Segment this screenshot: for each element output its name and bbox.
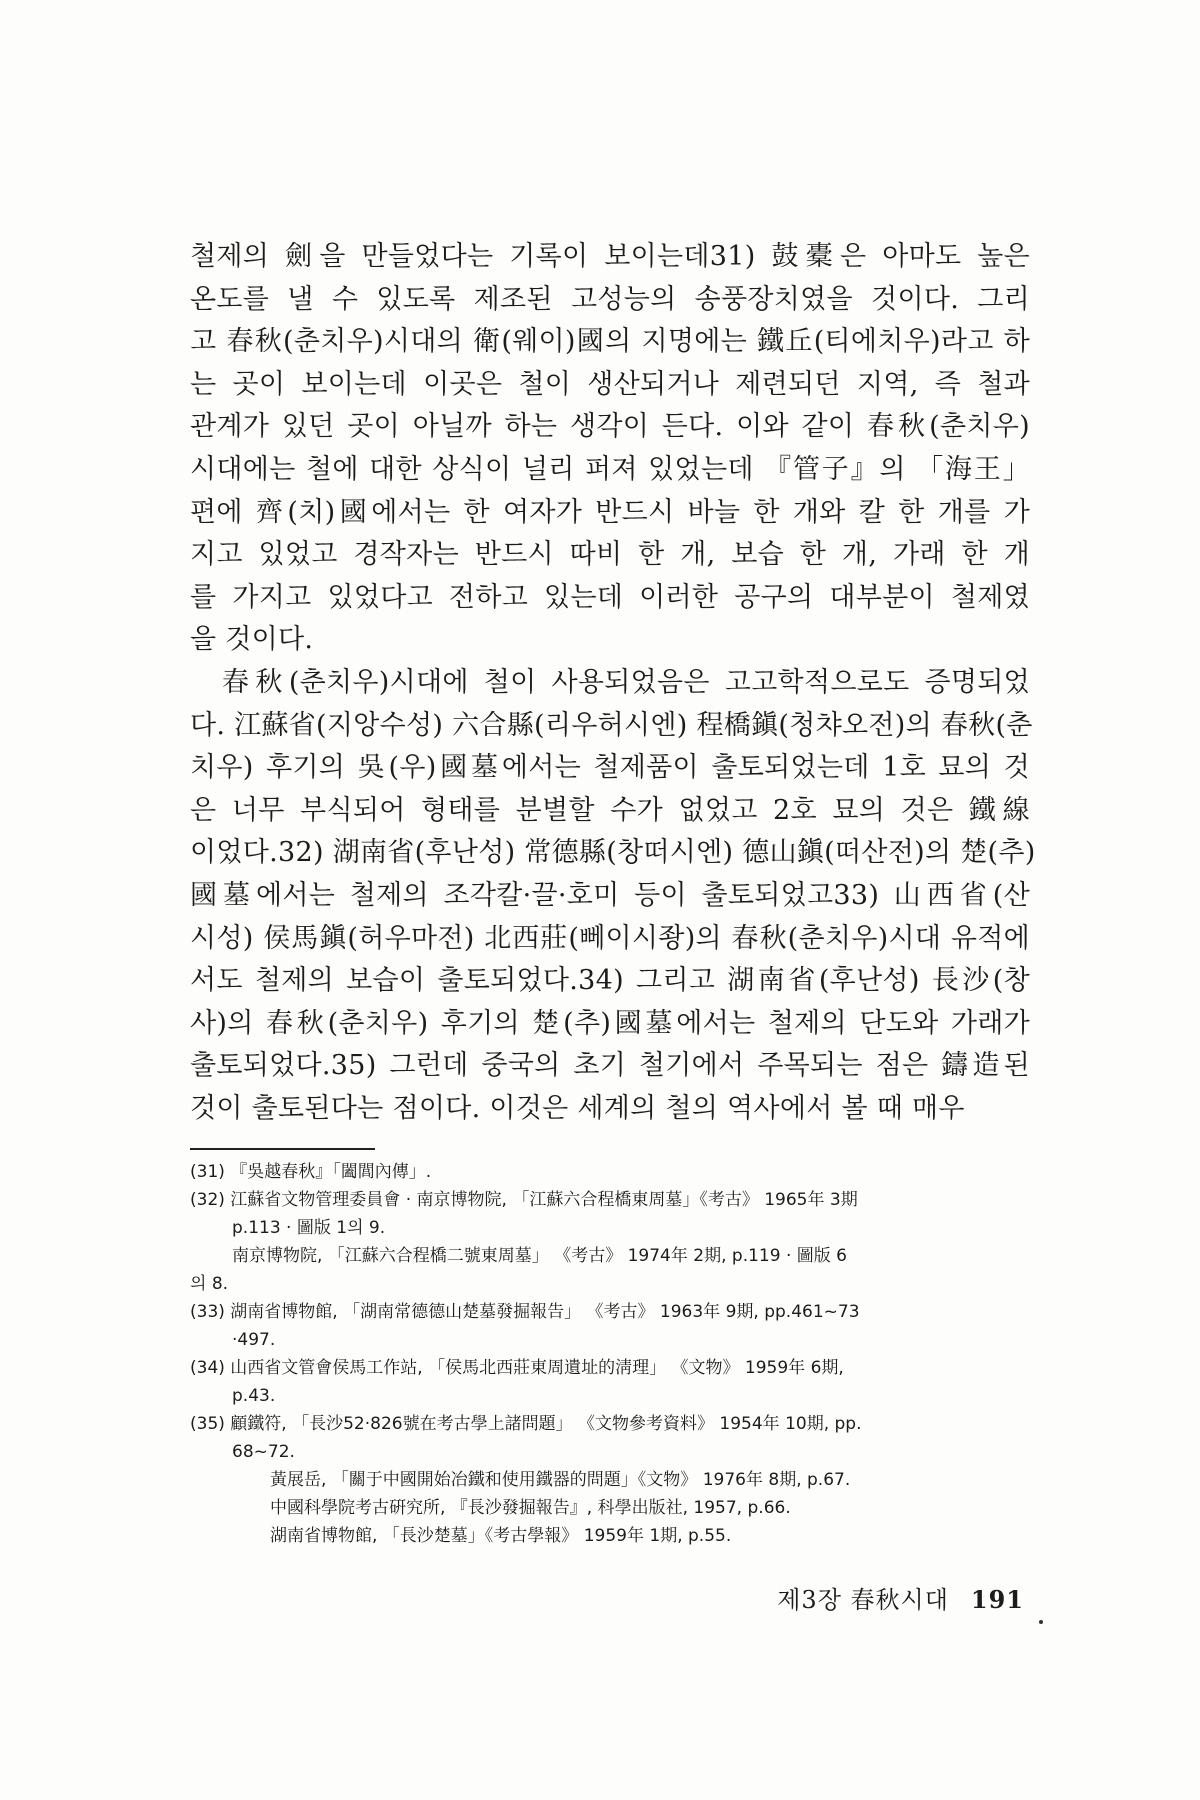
text-line: 이었다.32) 湖南省(후난성) 常德縣(창떠시엔) 德山鎭(떠산전)의 楚(추): [190, 837, 1036, 869]
running-footer: [777, 1580, 1024, 1615]
text-line: 지고 있었고 경작자는 반드시 따비 한 개, 보습 한 개, 가래 한 개: [190, 539, 1030, 571]
print-speck: [1039, 1620, 1043, 1624]
footnote-line: (31) 『吳越春秋』「闔閭內傳」.: [190, 1162, 432, 1182]
text-line: 고 春秋(춘치우)시대의 衛(웨이)國의 지명에는 鐵丘(티에치우)라고 하: [190, 326, 1030, 358]
footnote-line: (34) 山西省文管會侯馬工作站, 「侯馬北西莊東周遺址的淸理」 《文物》 1959年 6期,: [190, 1358, 844, 1378]
footnote-line: (32) 江蘇省文物管理委員會 · 南京博物院, 「江蘇六合程橋東周墓」《考古》 1965年 3期: [190, 1190, 858, 1210]
footnotes: [190, 1158, 1030, 1550]
paragraph: [190, 236, 1030, 662]
footnote-line: p.113 · 圖版 1의 9.: [232, 1218, 386, 1238]
text-line: 을 것이다.: [190, 624, 314, 656]
text-line: 관계가 있던 곳이 아닐까 하는 생각이 든다. 이와 같이 春秋(춘치우): [190, 411, 1030, 443]
text-line: 시성) 侯馬鎭(허우마전) 北西莊(뻬이시좡)의 春秋(춘치우)시대 유적에: [190, 922, 1030, 954]
text-line: 치우) 후기의 吳(우)國墓에서는 철제품이 출토되었는데 1호 묘의 것: [190, 752, 1030, 784]
body-text: [190, 236, 1036, 1130]
text-line: 서도 철제의 보습이 출토되었다.34) 그리고 湖南省(후난성) 長沙(창: [190, 965, 1030, 997]
text-line: 사)의 春秋(춘치우) 후기의 楚(추)國墓에서는 철제의 단도와 가래가: [190, 1007, 1030, 1039]
footnote-line: 黃展岳, 「關于中國開始冶鐵和使用鐵器的問題」《文物》 1976年 8期, p.67.: [270, 1470, 851, 1490]
text-line: 를 가지고 있었다고 전하고 있는데 이러한 공구의 대부분이 철제였: [190, 581, 1030, 613]
text-line: 春秋(춘치우)시대에 철이 사용되었음은 고고학적으로도 증명되었: [222, 666, 1030, 698]
page-number: 191: [970, 1585, 1024, 1614]
footnote-line: 南京博物院, 「江蘇六合程橋二號東周墓」 《考古》 1974年 2期, p.119 · 圖版 6: [232, 1246, 847, 1266]
footnote-line: (33) 湖南省博物館, 「湖南常德德山楚墓發掘報告」 《考古》 1963年 9期, pp.461~73: [190, 1302, 860, 1322]
footnote-line: 中國科學院考古硏究所, 『長沙發掘報告』, 科學出版社, 1957, p.66.: [270, 1498, 791, 1518]
footnote-line: ·497.: [232, 1330, 276, 1350]
footnote-line: (35) 顧鐵符, 「長沙52·826號在考古學上諸問題」 《文物參考資料》 1954年 10期, pp.: [190, 1414, 862, 1434]
text-line: 시대에는 철에 대한 상식이 널리 퍼져 있었는데 『管子』의 「海王」: [190, 453, 1030, 485]
text-line: 출토되었다.35) 그런데 중국의 초기 철기에서 주목되는 점은 鑄造된: [190, 1050, 1030, 1082]
text-line: 다. 江蘇省(지앙수성) 六合縣(리우허시엔) 程橋鎭(청챠오전)의 春秋(춘: [190, 709, 1033, 741]
paragraph: [190, 662, 1036, 1131]
footnote-line: 68~72.: [232, 1442, 295, 1462]
text-line: 것이 출토된다는 점이다. 이것은 세계의 철의 역사에서 볼 때 매우: [190, 1092, 965, 1124]
footnote-rule: [190, 1148, 375, 1150]
text-line: 온도를 낼 수 있도록 제조된 고성능의 송풍장치였을 것이다. 그리: [190, 283, 1030, 315]
chapter-title: 제3장 春秋시대: [777, 1586, 949, 1614]
footnote-line: p.43.: [232, 1386, 276, 1406]
text-line: 은 너무 부식되어 형태를 분별할 수가 없었고 2호 묘의 것은 鐵線: [190, 794, 1030, 826]
footnote-line: 의 8.: [190, 1274, 229, 1294]
text-line: 편에 齊(치)國에서는 한 여자가 반드시 바늘 한 개와 칼 한 개를 가: [190, 496, 1030, 528]
text-line: 철제의 劍을 만들었다는 기록이 보이는데31) 鼓橐은 아마도 높은: [190, 241, 1030, 272]
text-line: 는 곳이 보이는데 이곳은 철이 생산되거나 제련되던 지역, 즉 철과: [190, 368, 1030, 400]
text-line: 國墓에서는 철제의 조각칼·끌·호미 등이 출토되었고33) 山西省(산: [190, 879, 1030, 911]
footnote-line: 湖南省博物館, 「長沙楚墓」《考古學報》 1959年 1期, p.55.: [270, 1526, 732, 1546]
